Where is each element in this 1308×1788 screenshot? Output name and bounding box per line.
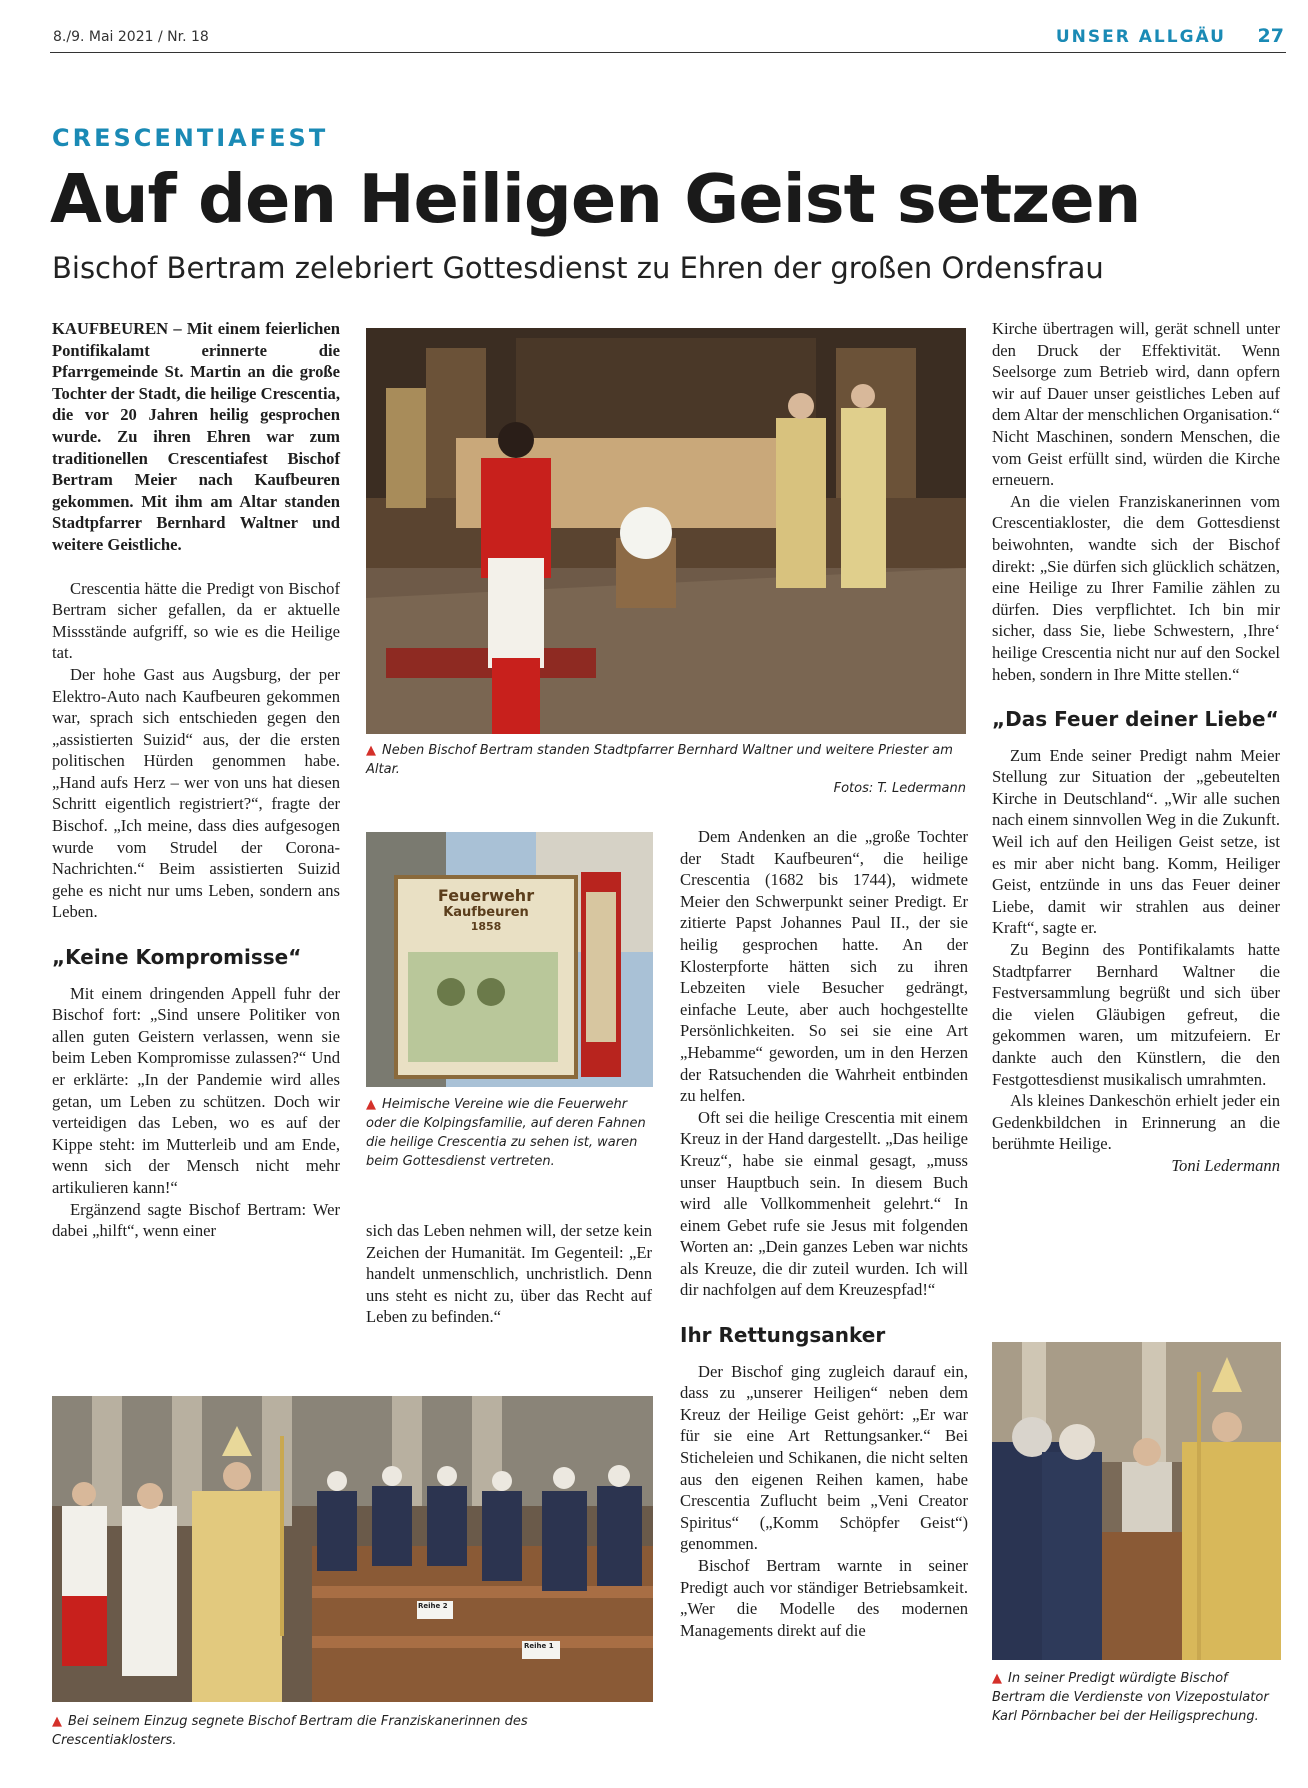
caption-triangle-icon: ▲ xyxy=(366,743,376,758)
page-header xyxy=(50,24,1286,53)
article-headline: Auf den Heiligen Geist setzen xyxy=(50,160,1141,238)
paragraph: Kirche übertragen will, gerät schnell unter den Druck der Effektivität. Wenn Seelsorge zum Betrieb wird, dann opfern wir auf Dauer unser geistliches Leben auf dem Altar der menschlichen Organisation.“ Nicht Maschinen, sondern Menschen, die vom Geist erfüllt sind, würden die Kirche erneuern. xyxy=(992,319,1280,490)
subheading-keine-kompromisse: „Keine Kompromisse“ xyxy=(52,945,302,970)
pew-sign-1: Reihe 1 xyxy=(524,1642,554,1650)
paragraph: Als kleines Dankeschön erhielt jeder ein Gedenkbildchen in Erinnerung an die berühmte Heilige. xyxy=(992,1091,1280,1154)
caption-triangle-icon: ▲ xyxy=(992,1671,1002,1686)
altar-caption xyxy=(366,741,966,798)
caption-text: Heimische Vereine wie die Feuerwehr oder die Kolpingsfamilie, auf deren Fahnen die heilige Crescentia zu sehen ist, waren beim Gottesdienst vertreten. xyxy=(366,1097,646,1169)
paragraph: Oft sei die heilige Crescentia mit einem Kreuz in der Hand dargestellt. „Das heilige Kreuz“, habe sie einmal gesagt, „muss unser Hauptbuch sein. In diesem Buch wird alle Vollkommenheit gelehrt.“ In einem Gebet rufe sie Jesus mit folgenden Worten an: „Dein ganzes Leben war nichts als Kreuze, die dir zuteil wurden. Ich will dir nachfolgen auf dem Kreuzespfad!“ xyxy=(680,1107,968,1300)
article-subheadline: Bischof Bertram zelebriert Gottesdienst zu Ehren der großen Ordensfrau xyxy=(52,251,1104,285)
paragraph: Zum Ende seiner Predigt nahm Meier Stellung zur Situation der „gebeutelten Kirche in Deutschland“. „Wir alle suchen nach einem sinnvollen Weg in die Zukunft. Weil ich auf den Heiligen Geist setze, ist es mir aber nicht bang. Komm, Heiliger Geist, entzünde in uns das Feuer deiner Liebe, damit wir strahlen aus deiner Kraft“, sagte er. xyxy=(992,745,1280,938)
flag-year: 1858 xyxy=(470,920,502,933)
paragraph: Ergänzend sagte Bischof Bertram: Wer dabei „hilft“, wenn einer xyxy=(52,1199,340,1241)
issue-date: 8./9. Mai 2021 / Nr. 18 xyxy=(53,29,209,45)
caption-triangle-icon: ▲ xyxy=(52,1714,62,1729)
procession-image xyxy=(52,1396,653,1702)
column-4 xyxy=(992,318,1280,1177)
caption-text: Bei seinem Einzug segnete Bischof Bertram die Franziskanerinnen des Crescentiaklosters. xyxy=(52,1714,528,1748)
banner-photo xyxy=(366,832,653,1087)
flag-text xyxy=(406,886,566,933)
bishop-photo xyxy=(992,1342,1281,1660)
bishop-image xyxy=(992,1342,1281,1660)
article-lead: KAUFBEUREN – Mit einem feierlichen Pontifikalamt erinnerte die Pfarrgemeinde St. Martin an die große Tochter der Stadt, die heilige Crescentia, die vor 20 Jahren heilig gesprochen wurde. Zu ihren Ehren war zum traditionellen Crescentiafest Bischof Bertram Meier nach Kaufbeuren gekommen. Mit ihm am Altar standen Stadtpfarrer Bernhard Waltner und weitere Geistliche. xyxy=(52,319,340,554)
paragraph: Der hohe Gast aus Augsburg, der per Elektro-Auto nach Kaufbeuren gekommen war, sprach sich entschieden gegen den „assistierten Suizid“ aus, der die ersten politischen Hürden genommen habe. „Hand aufs Herz – wer von uns hat diesen Schritt eigentlich registriert?“, fragte der Bischof. „Ich meine, dass dies aufgesogen wurde vom Strudel der Corona-Nachrichten.“ Beim assistierten Suizid gehe es nicht nur ums Leben, sondern ans Leben. xyxy=(52,664,340,922)
caption-text: Neben Bischof Bertram standen Stadtpfarrer Bernhard Waltner und weitere Priester am Altar. xyxy=(366,743,953,777)
procession-photo xyxy=(52,1396,653,1702)
caption-text: In seiner Predigt würdigte Bischof Bertram die Verdienste von Vizepostulator Karl Pörnbacher bei der Heiligsprechung. xyxy=(992,1671,1269,1724)
banner-caption xyxy=(366,1095,656,1171)
flag-line-2: Kaufbeuren xyxy=(443,905,529,920)
subheading-feuer-deiner-liebe: „Das Feuer deiner Liebe“ xyxy=(992,707,1279,732)
paragraph: Zu Beginn des Pontifikalamts hatte Stadtpfarrer Bernhard Waltner die Festversammlung begrüßt und sich über die vielen Gläubigen gefreut, die gekommen waren, um mitzufeiern. Er dankte auch den Künstlern, die den Festgottesdienst musikalisch umrahmten. xyxy=(992,940,1280,1089)
column-2 xyxy=(366,1220,652,1328)
column-3 xyxy=(680,826,968,1641)
caption-triangle-icon: ▲ xyxy=(366,1097,376,1112)
procession-caption xyxy=(52,1712,652,1750)
author-name: Toni Ledermann xyxy=(1171,1155,1280,1175)
paragraph: Mit einem dringenden Appell fuhr der Bischof fort: „Sind unsere Politiker von allen guten Geistern verlassen, wenn sie beim Leben Kompromisse zulassen?“ Und er erklärte: „In der Pandemie wird alles getan, um Leben zu schützen. Doch wir verteidigen das Leben, wo es auf der Kippe steht: im Mutterleib und am Ende, wenn sich der Mensch nicht mehr artikulieren kann!“ xyxy=(52,983,340,1197)
pew-sign-2: Reihe 2 xyxy=(418,1602,448,1610)
article-kicker: CRESCENTIAFEST xyxy=(52,124,329,152)
newspaper-section: UNSER ALLGÄU xyxy=(1055,27,1226,47)
paragraph: sich das Leben nehmen will, der setze kein Zeichen der Humanität. Im Gegenteil: „Er handelt unmenschlich, unchristlich. Denn uns steht es nicht zu, über das Recht auf Leben zu befinden.“ xyxy=(366,1221,652,1327)
paragraph: An die vielen Franziskanerinnen vom Crescentiakloster, die dem Gottesdienst beiwohnten, wandte sich der Bischof direkt: „Sie dürfen sich glücklich schätzen, eine Heilige zu Ihrer Familie zählen zu dürfen. Dies verpflichtet. Ich bin mir sicher, dass Sie, liebe Schwestern, ‚Ihre‘ heilige Crescentia nicht nur auf den Sockel heben, sondern in Ihre Mitte stellen.“ xyxy=(992,491,1280,684)
banner-image xyxy=(366,832,653,1087)
subheading-rettungsanker: Ihr Rettungsanker xyxy=(680,1323,886,1348)
column-1 xyxy=(52,318,340,1242)
bishop-caption xyxy=(992,1669,1282,1726)
page-number: 27 xyxy=(1257,25,1284,47)
flag-line-1: Feuerwehr xyxy=(437,886,535,905)
paragraph: Bischof Bertram warnte in seiner Predigt auch vor ständiger Betriebsamkeit. „Wer die Modelle des modernen Managements direkt auf die xyxy=(680,1556,968,1640)
altar-photo xyxy=(366,328,966,734)
paragraph: Dem Andenken an die „große Tochter der Stadt Kaufbeuren“, die heilige Crescentia (1682 bis 1744), widmete Meier den Schwerpunkt seiner Predigt. Er zitierte Papst Johannes Paul II., der sie heilig gesprochen hatte. An der Klosterpforte hätten sich zu ihren Lebzeiten viele Besucher gedrängt, einfache Leute, aber auch hochgestellte Persönlichkeiten. So sei sie eine Art „Hebamme“ geworden, um in den Herzen der Ratsuchenden die Wahrheit entbinden zu helfen. xyxy=(680,827,968,1106)
altar-image xyxy=(366,328,966,734)
paragraph: Crescentia hätte die Predigt von Bischof Bertram sicher gefallen, da er aktuelle Missstände aufgriff, so wie es die Heilige tat. xyxy=(52,578,340,663)
paragraph: Der Bischof ging zugleich darauf ein, dass zu „unserer Heiligen“ neben dem Kreuz der Heilige Geist gehört: „Er war für sie eine Art Rettungsanker.“ Bei Sticheleien und Schikanen, die nicht selten aus den eigenen Reihen kamen, habe Crescentia Zuflucht beim „Veni Creator Spiritus“ („Komm Schöpfer Geist“) genommen. xyxy=(680,1361,968,1554)
photo-credit: Fotos: T. Ledermann xyxy=(833,781,966,796)
